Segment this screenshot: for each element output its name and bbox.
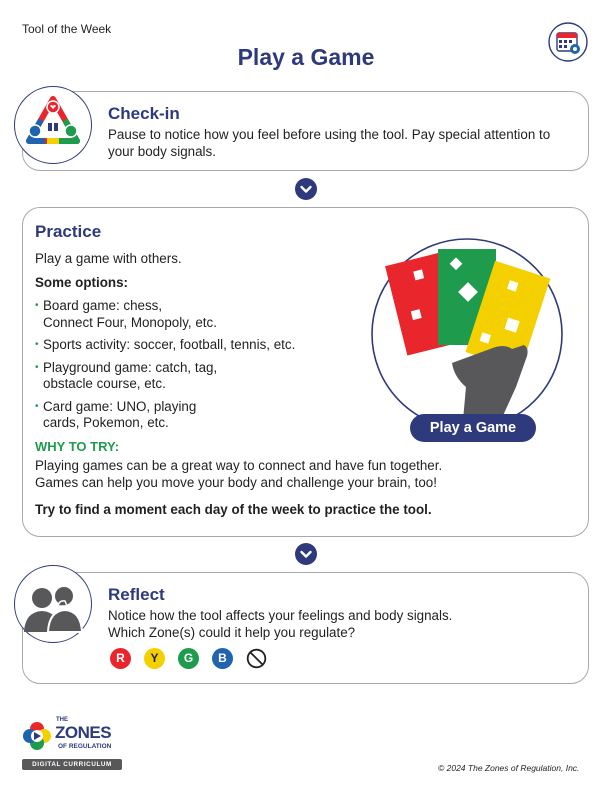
logo-band: DIGITAL CURRICULUM — [22, 759, 122, 770]
logo-top-text: THE — [56, 717, 68, 723]
why-text-line: Playing games can be a great way to connect and have fun together. — [35, 458, 443, 473]
checkin-text: Pause to notice how you feel before using the tool. Pay special attention to your body signals. — [108, 127, 551, 159]
zone-yellow-button[interactable]: Y — [144, 648, 165, 669]
cards-in-hand-illustration — [370, 237, 564, 431]
zones-triangle-icon — [14, 86, 92, 164]
zones-logo-mark-icon — [22, 721, 52, 751]
list-item — [35, 360, 355, 393]
options-heading: Some options: — [35, 275, 128, 290]
why-text-line: Games can help you move your body and challenge your brain, too! — [35, 475, 437, 490]
checkin-heading: Check-in — [108, 104, 180, 123]
practice-intro: Play a game with others. — [35, 251, 182, 266]
reflecting-people-icon — [14, 565, 92, 643]
reflect-text-line: Which Zone(s) could it help you regulate? — [108, 625, 356, 640]
closing-text: Try to find a moment each day of the week to practice the tool. — [35, 502, 432, 517]
no-zone-icon[interactable] — [246, 648, 267, 669]
option-line: Playground game: catch, tag, — [43, 359, 218, 375]
zone-green-button[interactable]: G — [178, 648, 199, 669]
image-caption-badge: Play a Game — [410, 414, 536, 442]
page-title: Play a Game — [237, 44, 375, 70]
zones-logo — [22, 717, 122, 772]
reflect-heading: Reflect — [108, 585, 165, 604]
logo-sub-text: OF REGULATION — [58, 743, 112, 750]
list-item — [35, 399, 355, 432]
reflect-text — [108, 607, 578, 641]
option-line: cards, Pokemon, etc. — [43, 415, 169, 430]
option-line: Card game: UNO, playing — [43, 398, 197, 414]
list-item — [35, 298, 355, 331]
copyright-text: © 2024 The Zones of Regulation, Inc. — [438, 763, 580, 773]
why-heading: WHY TO TRY: — [35, 439, 120, 454]
why-text — [35, 457, 580, 491]
option-line: Connect Four, Monopoly, etc. — [43, 314, 217, 330]
option-line: Board game: chess, — [43, 298, 163, 313]
list-item — [35, 337, 355, 354]
chevron-down-icon — [295, 543, 317, 565]
option-line: obstacle course, etc. — [43, 376, 166, 391]
zone-red-button[interactable]: R — [110, 648, 131, 669]
practice-heading: Practice — [35, 222, 102, 241]
options-list — [35, 298, 355, 438]
eyebrow-label: Tool of the Week — [22, 22, 112, 36]
logo-main-text: ZONES — [55, 723, 112, 742]
calendar-icon — [548, 22, 588, 62]
reflect-text-line: Notice how the tool affects your feelings and body signals. — [108, 608, 453, 623]
chevron-down-icon — [295, 178, 317, 200]
option-line: Sports activity: soccer, football, tennis, etc. — [43, 337, 296, 352]
zone-blue-button[interactable]: B — [212, 648, 233, 669]
